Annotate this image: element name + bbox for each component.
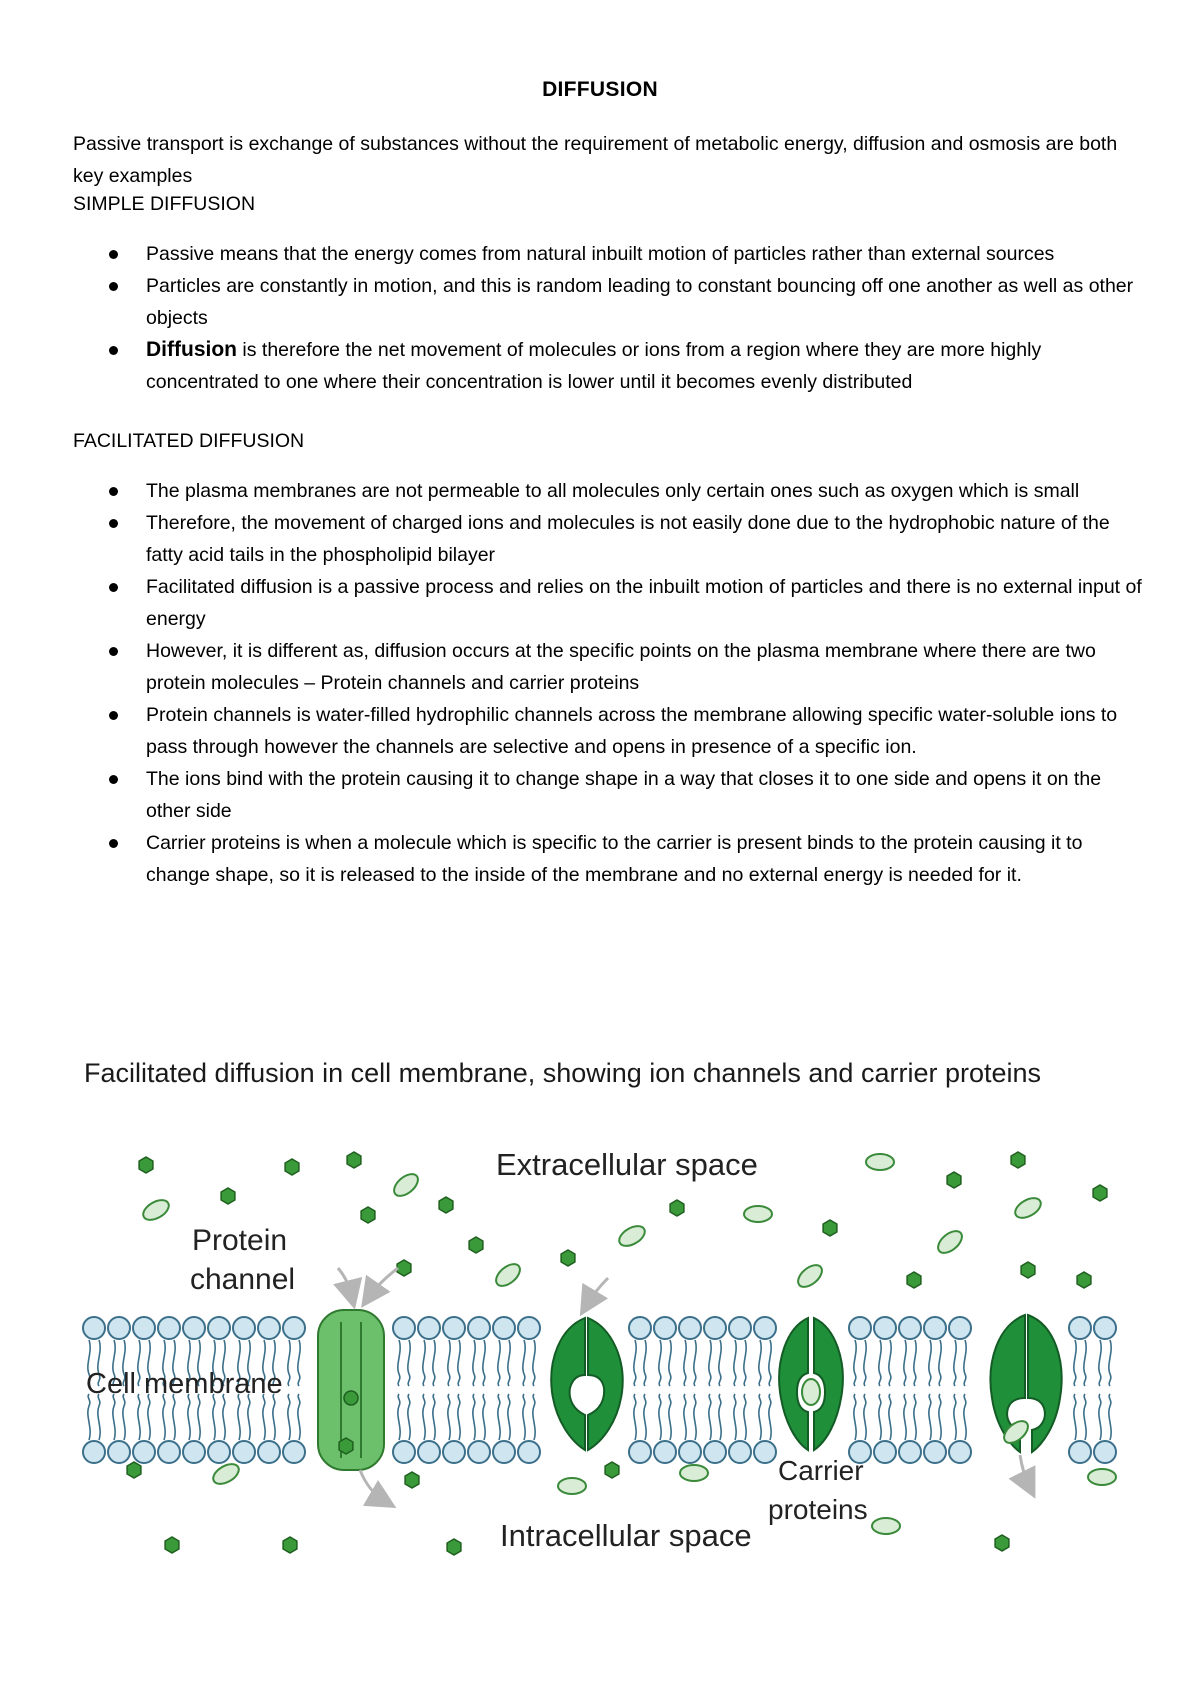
lipid-head — [443, 1317, 465, 1339]
ion-particle — [221, 1188, 235, 1204]
list-item — [73, 334, 1143, 398]
lipid-head — [208, 1441, 230, 1463]
lipid-head — [1069, 1441, 1091, 1463]
diffusion-definition: is therefore the net movement of molecules or ions from a region where they are more highly concentrated to one where their concentration is lower until it becomes evenly distributed — [146, 339, 1042, 393]
molecule-particle — [680, 1465, 708, 1481]
lipid-tail — [864, 1394, 866, 1440]
lipid-tail — [769, 1394, 771, 1440]
particles — [127, 1152, 1116, 1555]
lipid-tail — [423, 1340, 425, 1386]
lipid-tail — [964, 1340, 966, 1386]
lipid-tail — [138, 1394, 140, 1440]
lipid-head — [924, 1441, 946, 1463]
lipid-tail — [929, 1340, 931, 1386]
lipid-tail — [523, 1340, 525, 1386]
lipid-tail — [954, 1340, 956, 1386]
ion-particle — [347, 1152, 361, 1168]
lipid-tail — [744, 1340, 746, 1386]
lipid-tail — [669, 1394, 671, 1440]
lipid-tail — [288, 1340, 290, 1386]
lipid-tail — [734, 1340, 736, 1386]
lipid-tail — [213, 1394, 215, 1440]
lipid-tail — [458, 1394, 460, 1440]
lipid-tail — [433, 1394, 435, 1440]
lipid-head — [679, 1441, 701, 1463]
cell-membrane-label: Cell membrane — [86, 1368, 283, 1400]
lipid-tail — [709, 1340, 711, 1386]
lipid-head — [1069, 1317, 1091, 1339]
list-item: The plasma membranes are not permeable to all molecules only certain ones such as oxygen which is small — [73, 475, 1143, 507]
molecule-particle — [1088, 1469, 1116, 1485]
lipid-tail — [964, 1394, 966, 1440]
lipid-head — [949, 1441, 971, 1463]
lipid-head — [393, 1317, 415, 1339]
lipid-head — [83, 1317, 105, 1339]
lipid-tail — [644, 1394, 646, 1440]
lipid-tail — [769, 1340, 771, 1386]
lipid-tail — [113, 1394, 115, 1440]
lipid-head — [468, 1441, 490, 1463]
lipid-tail — [929, 1394, 931, 1440]
lipid-tail — [904, 1394, 906, 1440]
lipid-tail — [223, 1394, 225, 1440]
lipid-tail — [1109, 1340, 1111, 1386]
lipid-head — [1094, 1441, 1116, 1463]
list-item: Facilitated diffusion is a passive process and relies on the inbuilt motion of particles and there is no external input of energy — [73, 571, 1143, 635]
lipid-head — [208, 1317, 230, 1339]
lipid-head — [468, 1317, 490, 1339]
molecule-particle — [616, 1222, 648, 1250]
lipid-tail — [473, 1394, 475, 1440]
lipid-tail — [634, 1394, 636, 1440]
lipid-tail — [719, 1394, 721, 1440]
carrier-protein-open-top — [551, 1318, 622, 1450]
lipid-tail — [298, 1394, 300, 1440]
arrow-icon — [368, 1268, 398, 1298]
lipid-head — [443, 1441, 465, 1463]
lipid-tail — [448, 1340, 450, 1386]
lipid-head — [493, 1317, 515, 1339]
arrow-icon — [338, 1268, 352, 1298]
page-title: DIFFUSION — [542, 78, 658, 101]
membrane-diagram — [0, 1100, 1200, 1600]
lipid-tail — [448, 1394, 450, 1440]
lipid-tail — [433, 1340, 435, 1386]
ion-particle — [283, 1537, 297, 1553]
figure-title: Facilitated diffusion in cell membrane, showing ion channels and carrier proteins — [84, 1058, 1042, 1088]
simple-diffusion-heading: SIMPLE DIFFUSION — [73, 193, 256, 215]
protein-channel-label-line2: channel — [190, 1263, 296, 1296]
lipid-head — [629, 1317, 651, 1339]
lipid-tail — [533, 1394, 535, 1440]
protein-channel-label-line1: Protein — [192, 1224, 288, 1257]
lipid-tail — [288, 1394, 290, 1440]
lipid-tail — [1099, 1340, 1101, 1386]
lipid-tail — [298, 1340, 300, 1386]
lipid-tail — [163, 1394, 165, 1440]
lipid-tail — [889, 1394, 891, 1440]
lipid-head — [108, 1441, 130, 1463]
lipid-tail — [198, 1394, 200, 1440]
ion-particle — [1011, 1152, 1025, 1168]
molecule-particle — [744, 1206, 772, 1222]
lipid-tail — [904, 1340, 906, 1386]
list-item: Carrier proteins is when a molecule which is specific to the carrier is present binds to the protein causing it to change shape, so it is released to the inside of the membrane and no external energy is needed for it. — [73, 827, 1143, 891]
ion-particle — [561, 1250, 575, 1266]
ion-particle — [1093, 1185, 1107, 1201]
lipid-tail — [684, 1340, 686, 1386]
arrow-icon — [360, 1470, 386, 1502]
lipid-head — [704, 1441, 726, 1463]
lipid-head — [418, 1317, 440, 1339]
lipid-head — [258, 1317, 280, 1339]
lipid-tail — [473, 1340, 475, 1386]
ion-particle — [139, 1157, 153, 1173]
lipid-head — [629, 1441, 651, 1463]
ion-particle — [907, 1272, 921, 1288]
lipid-tail — [98, 1394, 100, 1440]
lipid-tail — [709, 1394, 711, 1440]
lipid-head — [654, 1317, 676, 1339]
lipid-tail — [523, 1394, 525, 1440]
ion-particle — [397, 1260, 411, 1276]
lipid-tail — [759, 1340, 761, 1386]
ion-particle — [469, 1237, 483, 1253]
lipid-tail — [423, 1394, 425, 1440]
extracellular-label: Extracellular space — [496, 1147, 758, 1182]
molecule-particle — [866, 1154, 894, 1170]
lipid-head — [108, 1317, 130, 1339]
molecule-particle — [492, 1260, 524, 1290]
lipid-head — [158, 1317, 180, 1339]
lipid-tail — [889, 1340, 891, 1386]
lipid-tail — [659, 1394, 661, 1440]
lipid-head — [283, 1317, 305, 1339]
lipid-head — [493, 1441, 515, 1463]
lipid-head — [393, 1441, 415, 1463]
lipid-head — [258, 1441, 280, 1463]
lipid-tail — [1099, 1394, 1101, 1440]
lipid-head — [418, 1441, 440, 1463]
carrier-proteins-label-line1: Carrier — [778, 1455, 864, 1486]
arrow-icon — [586, 1278, 608, 1306]
lipid-tail — [508, 1340, 510, 1386]
lipid-tail — [954, 1394, 956, 1440]
ion-particle — [165, 1537, 179, 1553]
molecule-particle — [872, 1518, 900, 1534]
lipid-head — [183, 1441, 205, 1463]
lipid-head — [679, 1317, 701, 1339]
lipid-tail — [273, 1394, 275, 1440]
lipid-tail — [263, 1394, 265, 1440]
lipid-tail — [669, 1340, 671, 1386]
lipid-head — [729, 1317, 751, 1339]
ion-particle — [439, 1197, 453, 1213]
facilitated-diffusion-list — [73, 475, 1143, 891]
lipid-tail — [498, 1340, 500, 1386]
molecule-particle — [794, 1261, 826, 1291]
lipid-tail — [1109, 1394, 1111, 1440]
lipid-head — [1094, 1317, 1116, 1339]
lipid-head — [729, 1441, 751, 1463]
ion-particle — [447, 1539, 461, 1555]
ion-particle — [605, 1462, 619, 1478]
ion-particle — [361, 1207, 375, 1223]
lipid-head — [949, 1317, 971, 1339]
lipid-tail — [719, 1340, 721, 1386]
lipid-tail — [734, 1394, 736, 1440]
list-item: Protein channels is water-filled hydrophilic channels across the membrane allowing specific water-soluble ions to pass through however the channels are selective and opens in presence of a specific ion. — [73, 699, 1143, 763]
lipid-tail — [188, 1394, 190, 1440]
lipid-tail — [1084, 1394, 1086, 1440]
lipid-tail — [173, 1394, 175, 1440]
lipid-head — [704, 1317, 726, 1339]
lipid-head — [133, 1317, 155, 1339]
lipid-tail — [684, 1394, 686, 1440]
diffusion-term: Diffusion — [146, 338, 237, 361]
lipid-head — [849, 1317, 871, 1339]
lipid-tail — [879, 1394, 881, 1440]
lipid-tail — [879, 1340, 881, 1386]
molecule-particle — [934, 1227, 966, 1257]
molecule-particle — [1012, 1194, 1044, 1222]
lipid-tail — [634, 1340, 636, 1386]
lipid-tail — [914, 1394, 916, 1440]
carrier-protein-closed — [779, 1318, 843, 1450]
lipid-tail — [644, 1340, 646, 1386]
lipid-tail — [854, 1340, 856, 1386]
molecule-particle — [558, 1478, 586, 1494]
ion-particle — [670, 1200, 684, 1216]
lipid-tail — [408, 1394, 410, 1440]
lipid-head — [899, 1317, 921, 1339]
molecule-particle — [390, 1170, 422, 1200]
lipid-tail — [914, 1340, 916, 1386]
lipid-tail — [408, 1340, 410, 1386]
lipid-tail — [148, 1394, 150, 1440]
intro-paragraph: Passive transport is exchange of substances without the requirement of metabolic energy, diffusion and osmosis are both key examples — [73, 133, 1118, 187]
lipid-tail — [694, 1394, 696, 1440]
lipid-tail — [483, 1340, 485, 1386]
simple-diffusion-list — [73, 238, 1143, 398]
lipid-head — [518, 1441, 540, 1463]
lipid-tail — [744, 1394, 746, 1440]
facilitated-diffusion-heading: FACILITATED DIFFUSION — [73, 430, 305, 452]
lipid-tail — [854, 1394, 856, 1440]
lipid-tail — [759, 1394, 761, 1440]
list-item: Particles are constantly in motion, and this is random leading to constant bouncing off one another as well as other objects — [73, 270, 1143, 334]
lipid-tail — [1074, 1394, 1076, 1440]
carrier-proteins-label-line2: proteins — [768, 1494, 868, 1525]
ion-particle — [1077, 1272, 1091, 1288]
lipid-head — [233, 1441, 255, 1463]
molecule-particle — [140, 1196, 172, 1224]
lipid-head — [158, 1441, 180, 1463]
list-item: Therefore, the movement of charged ions and molecules is not easily done due to the hydrophobic nature of the fatty acid tails in the phospholipid bilayer — [73, 507, 1143, 571]
lipid-tail — [123, 1394, 125, 1440]
lipid-tail — [398, 1394, 400, 1440]
intracellular-label: Intracellular space — [500, 1518, 752, 1553]
ion-particle — [127, 1462, 141, 1478]
list-item: The ions bind with the protein causing it to change shape in a way that closes it to one side and opens it on the other side — [73, 763, 1143, 827]
lipid-tail — [659, 1340, 661, 1386]
lipid-tail — [694, 1340, 696, 1386]
lipid-tail — [939, 1394, 941, 1440]
ion-particle — [285, 1159, 299, 1175]
ion-particle — [339, 1438, 353, 1454]
lipid-tail — [864, 1340, 866, 1386]
lipid-tail — [533, 1340, 535, 1386]
arrow-icon — [1020, 1455, 1030, 1488]
lipid-head — [899, 1441, 921, 1463]
lipid-tail — [238, 1394, 240, 1440]
lipid-tail — [1084, 1340, 1086, 1386]
lipid-tail — [248, 1394, 250, 1440]
lipid-head — [518, 1317, 540, 1339]
lipid-head — [283, 1441, 305, 1463]
lipid-tail — [88, 1394, 90, 1440]
lipid-tail — [458, 1340, 460, 1386]
lipid-tail — [1074, 1340, 1076, 1386]
lipid-tail — [939, 1340, 941, 1386]
lipid-head — [754, 1317, 776, 1339]
lipid-head — [874, 1317, 896, 1339]
list-item: However, it is different as, diffusion occurs at the specific points on the plasma membrane where there are two protein molecules – Protein channels and carrier proteins — [73, 635, 1143, 699]
ion-particle — [947, 1172, 961, 1188]
ion-particle — [823, 1220, 837, 1236]
lipid-head — [924, 1317, 946, 1339]
lipid-head — [183, 1317, 205, 1339]
lipid-tail — [483, 1394, 485, 1440]
lipid-head — [133, 1441, 155, 1463]
lipid-tail — [398, 1340, 400, 1386]
ion-particle — [1021, 1262, 1035, 1278]
lipid-head — [874, 1441, 896, 1463]
list-item: Passive means that the energy comes from natural inbuilt motion of particles rather than external sources — [73, 238, 1143, 270]
lipid-tail — [498, 1394, 500, 1440]
ion-particle — [405, 1472, 419, 1488]
lipid-head — [233, 1317, 255, 1339]
molecule-particle — [210, 1460, 242, 1488]
lipid-head — [754, 1441, 776, 1463]
lipid-head — [83, 1441, 105, 1463]
lipid-head — [654, 1441, 676, 1463]
ion-particle — [995, 1535, 1009, 1551]
lipid-tail — [508, 1394, 510, 1440]
